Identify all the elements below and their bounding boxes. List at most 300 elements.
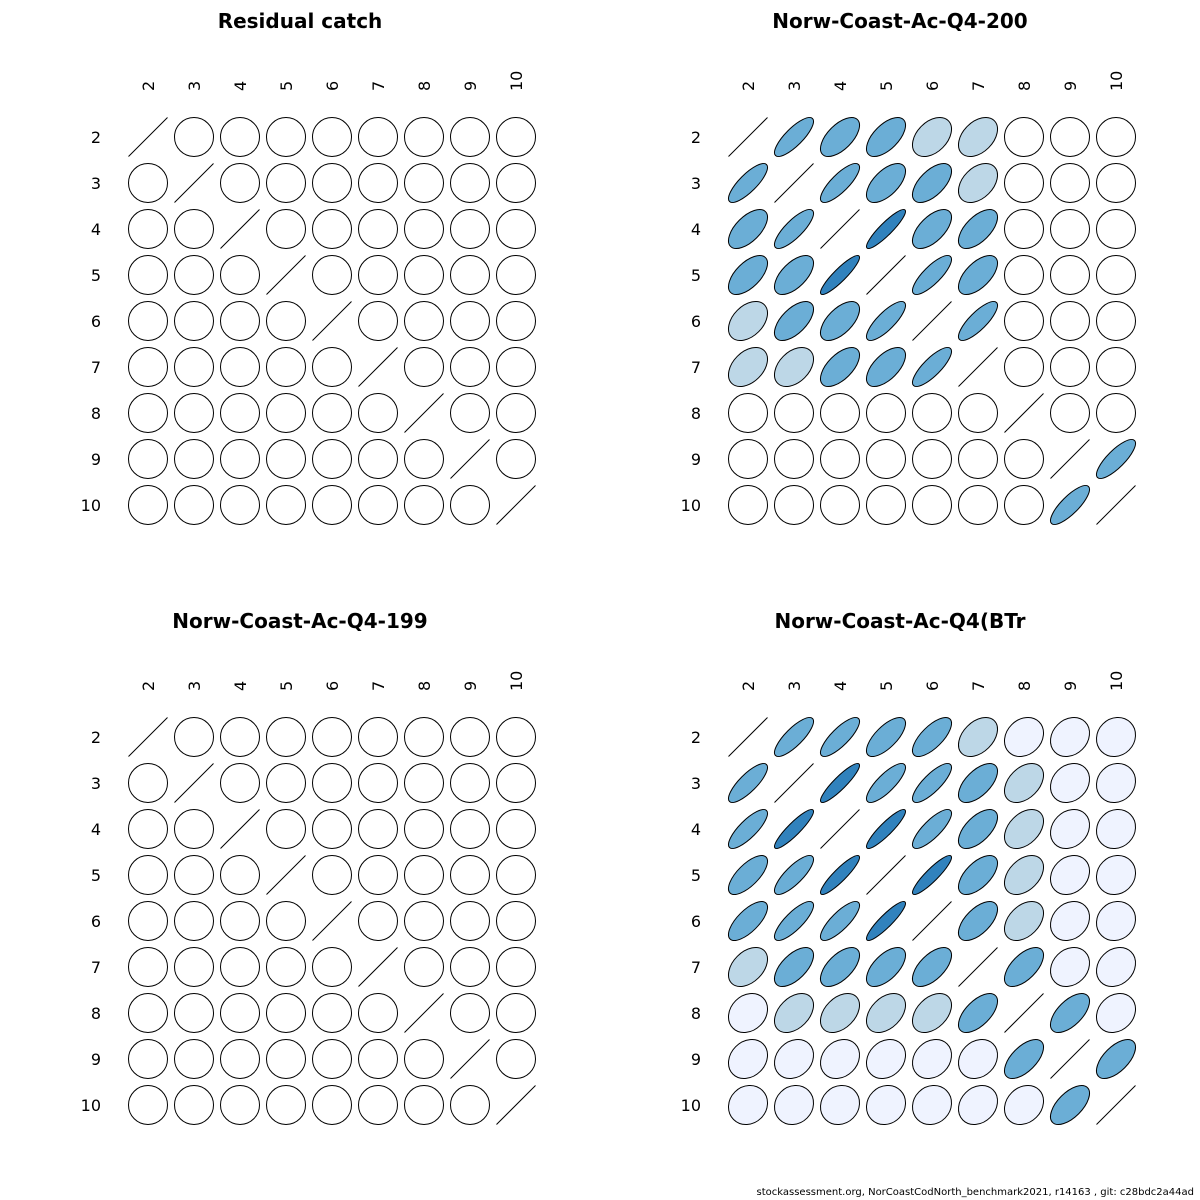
- diagonal-mark: [729, 118, 768, 157]
- corr-ellipse: [258, 709, 313, 764]
- corr-ellipse: [304, 939, 359, 994]
- corr-ellipse: [396, 477, 451, 532]
- corr-ellipse: [769, 712, 818, 761]
- corr-ellipse: [766, 477, 821, 532]
- corr-ellipse: [817, 760, 864, 807]
- corr-ellipse: [909, 852, 956, 899]
- diagonal-mark: [175, 164, 214, 203]
- corr-ellipse: [258, 801, 313, 856]
- corr-ellipse: [304, 801, 359, 856]
- corr-ellipse: [997, 756, 1051, 810]
- corr-ellipse: [723, 804, 772, 853]
- column-tick-label: 9: [1061, 680, 1080, 691]
- corr-ellipse: [906, 711, 957, 762]
- column-tick-label: 10: [507, 70, 526, 91]
- corr-ellipse: [488, 1031, 543, 1086]
- corr-ellipse: [905, 986, 959, 1040]
- corr-ellipse: [396, 109, 451, 164]
- corr-ellipse: [769, 850, 818, 899]
- corr-ellipse: [766, 385, 821, 440]
- corr-ellipse: [258, 477, 313, 532]
- diagonal-mark: [1097, 486, 1136, 525]
- corr-ellipse: [812, 1077, 867, 1132]
- corr-ellipse: [860, 341, 912, 393]
- corr-ellipse: [951, 1078, 1006, 1133]
- corr-ellipse: [996, 293, 1051, 348]
- corr-ellipse: [950, 385, 1005, 440]
- column-tick-label: 8: [415, 80, 434, 91]
- panel-title: Norw-Coast-Ac-Q4-199: [172, 609, 428, 633]
- corr-ellipse: [166, 893, 221, 948]
- column-tick-label: 3: [185, 80, 204, 91]
- corr-ellipse: [814, 341, 866, 393]
- corr-ellipse: [396, 801, 451, 856]
- corr-ellipse: [858, 385, 913, 440]
- column-tick-label: 6: [323, 80, 342, 91]
- diagonal-mark: [451, 440, 490, 479]
- corr-ellipse: [1089, 940, 1144, 995]
- corr-ellipse: [304, 1031, 359, 1086]
- corr-ellipse: [996, 201, 1051, 256]
- row-tick-label: 9: [90, 450, 101, 469]
- corr-ellipse: [860, 111, 912, 163]
- corr-ellipse: [767, 986, 821, 1040]
- corr-ellipse: [951, 156, 1005, 210]
- corr-ellipse: [952, 987, 1004, 1039]
- corr-ellipse: [863, 898, 910, 945]
- row-tick-label: 6: [690, 312, 701, 331]
- corr-ellipse: [350, 247, 405, 302]
- corr-ellipse: [951, 110, 1005, 164]
- corr-ellipse: [996, 247, 1051, 302]
- corr-ellipse: [721, 986, 776, 1041]
- row-tick-label: 10: [80, 1096, 101, 1115]
- corr-ellipse: [350, 109, 405, 164]
- corr-ellipse: [721, 294, 775, 348]
- corr-ellipse: [720, 477, 775, 532]
- corr-ellipse: [859, 1032, 914, 1087]
- corr-ellipse: [1088, 755, 1143, 810]
- column-tick-label: 3: [185, 680, 204, 691]
- corr-ellipse: [212, 847, 267, 902]
- corr-ellipse: [166, 293, 221, 348]
- corr-ellipse: [905, 1032, 960, 1087]
- corr-ellipse: [952, 895, 1004, 947]
- corr-ellipse: [812, 477, 867, 532]
- corr-ellipse: [721, 940, 775, 994]
- diagonal-mark: [129, 118, 168, 157]
- corr-ellipse: [950, 477, 1005, 532]
- corr-ellipse: [1088, 247, 1143, 302]
- corr-ellipse: [166, 385, 221, 440]
- corr-ellipse: [997, 894, 1051, 948]
- row-tick-label: 7: [690, 958, 701, 977]
- corr-ellipse: [350, 477, 405, 532]
- corr-ellipse: [304, 339, 359, 394]
- diagonal-mark: [1051, 1040, 1090, 1079]
- corr-ellipse: [998, 941, 1050, 993]
- diagonal-mark: [959, 948, 998, 987]
- corr-ellipse: [998, 1033, 1050, 1085]
- corr-ellipse: [1043, 894, 1098, 949]
- corr-ellipse: [350, 155, 405, 210]
- corr-ellipse: [350, 755, 405, 810]
- corr-ellipse: [166, 339, 221, 394]
- corr-ellipse: [304, 247, 359, 302]
- corr-ellipse: [166, 431, 221, 486]
- diagonal-mark: [913, 302, 952, 341]
- corr-ellipse: [350, 1031, 405, 1086]
- corr-ellipse: [396, 431, 451, 486]
- corr-ellipse: [1088, 201, 1143, 256]
- corr-ellipse: [442, 893, 497, 948]
- corr-ellipse: [722, 895, 773, 946]
- column-tick-label: 6: [923, 680, 942, 691]
- corr-ellipse: [304, 709, 359, 764]
- corr-ellipse: [858, 431, 913, 486]
- corr-ellipse: [166, 201, 221, 256]
- corr-ellipse: [212, 339, 267, 394]
- corr-ellipse: [953, 296, 1002, 345]
- corr-ellipse: [906, 157, 958, 209]
- column-tick-label: 4: [831, 680, 850, 691]
- diagonal-mark: [775, 764, 814, 803]
- corr-ellipse: [396, 293, 451, 348]
- corr-ellipse: [396, 339, 451, 394]
- corr-ellipse: [905, 110, 959, 164]
- diagonal-mark: [959, 348, 998, 387]
- corr-ellipse: [1042, 109, 1097, 164]
- row-tick-label: 2: [90, 128, 101, 147]
- diagonal-mark: [313, 902, 352, 941]
- corr-ellipse: [258, 385, 313, 440]
- column-tick-label: 9: [461, 80, 480, 91]
- diagonal-mark: [1051, 440, 1090, 479]
- column-tick-label: 7: [969, 680, 988, 691]
- corr-ellipse: [304, 1077, 359, 1132]
- corr-ellipse: [1088, 385, 1143, 440]
- corr-ellipse: [304, 985, 359, 1040]
- row-tick-label: 7: [90, 358, 101, 377]
- corr-ellipse: [120, 201, 175, 256]
- corr-ellipse: [723, 158, 772, 207]
- column-tick-label: 8: [415, 680, 434, 691]
- diagonal-mark: [405, 394, 444, 433]
- corr-ellipse: [952, 757, 1004, 809]
- corr-ellipse: [488, 893, 543, 948]
- corr-ellipse: [442, 847, 497, 902]
- corr-ellipse: [904, 385, 959, 440]
- corr-ellipse: [212, 247, 267, 302]
- corr-ellipse: [815, 158, 864, 207]
- column-tick-label: 7: [369, 80, 388, 91]
- corr-ellipse: [350, 709, 405, 764]
- corr-ellipse: [488, 801, 543, 856]
- corr-ellipse: [212, 385, 267, 440]
- corr-ellipse: [1088, 109, 1143, 164]
- diagonal-mark: [313, 302, 352, 341]
- corr-ellipse: [1042, 339, 1097, 394]
- corr-ellipse: [904, 1077, 959, 1132]
- corr-ellipse: [166, 801, 221, 856]
- corr-ellipse: [906, 203, 958, 255]
- column-tick-label: 2: [739, 80, 758, 91]
- corr-ellipse: [1088, 893, 1143, 948]
- row-tick-label: 4: [90, 820, 101, 839]
- corr-ellipse: [1042, 385, 1097, 440]
- corr-ellipse: [396, 247, 451, 302]
- corr-ellipse: [258, 893, 313, 948]
- column-tick-label: 3: [785, 680, 804, 691]
- row-tick-label: 2: [690, 728, 701, 747]
- corr-ellipse: [304, 431, 359, 486]
- corr-ellipse: [952, 203, 1004, 255]
- corr-ellipse: [350, 201, 405, 256]
- corr-ellipse: [166, 847, 221, 902]
- corr-ellipse: [258, 431, 313, 486]
- corr-ellipse: [350, 1077, 405, 1132]
- diagonal-mark: [775, 164, 814, 203]
- column-tick-label: 4: [231, 80, 250, 91]
- corr-ellipse: [304, 755, 359, 810]
- corr-ellipse: [396, 709, 451, 764]
- corr-ellipse: [996, 339, 1051, 394]
- corr-ellipse: [488, 939, 543, 994]
- corr-ellipse: [1042, 155, 1097, 210]
- corr-ellipse: [212, 709, 267, 764]
- diagonal-mark: [359, 348, 398, 387]
- corr-ellipse: [1089, 986, 1144, 1041]
- corr-ellipse: [258, 109, 313, 164]
- corr-ellipse: [304, 477, 359, 532]
- corr-ellipse: [769, 112, 818, 161]
- row-tick-label: 3: [690, 774, 701, 793]
- corr-ellipse: [1043, 802, 1098, 857]
- corr-ellipse: [1042, 201, 1097, 256]
- diagonal-mark: [451, 1040, 490, 1079]
- corr-ellipse: [860, 711, 911, 762]
- column-tick-label: 5: [277, 680, 296, 691]
- corr-ellipse: [166, 109, 221, 164]
- corr-ellipse: [814, 941, 866, 993]
- diagonal-mark: [359, 948, 398, 987]
- corr-ellipse: [442, 755, 497, 810]
- corr-ellipse: [120, 293, 175, 348]
- panel-title: Residual catch: [217, 9, 383, 33]
- corr-ellipse: [442, 385, 497, 440]
- column-tick-label: 4: [831, 80, 850, 91]
- corr-ellipse: [1088, 709, 1143, 764]
- corr-ellipse: [166, 709, 221, 764]
- corr-ellipse: [1043, 756, 1098, 811]
- column-tick-label: 2: [739, 680, 758, 691]
- column-tick-label: 8: [1015, 80, 1034, 91]
- corr-ellipse: [166, 985, 221, 1040]
- corr-ellipse: [812, 431, 867, 486]
- corr-ellipse: [396, 755, 451, 810]
- corr-ellipse: [488, 201, 543, 256]
- corr-ellipse: [723, 758, 772, 807]
- corr-ellipse: [1044, 1079, 1096, 1131]
- row-tick-label: 6: [90, 912, 101, 931]
- column-tick-label: 8: [1015, 680, 1034, 691]
- corr-ellipse: [997, 710, 1052, 765]
- corr-ellipse: [860, 157, 912, 209]
- corr-ellipse: [721, 340, 775, 394]
- corr-ellipse: [120, 755, 175, 810]
- row-tick-label: 10: [680, 496, 701, 515]
- corr-ellipse: [350, 847, 405, 902]
- corr-ellipse: [304, 201, 359, 256]
- panel-title: Norw-Coast-Ac-Q4-200: [772, 9, 1028, 33]
- column-tick-label: 2: [139, 680, 158, 691]
- corr-ellipse: [952, 803, 1004, 855]
- corr-ellipse: [120, 431, 175, 486]
- corr-ellipse: [442, 293, 497, 348]
- corr-ellipse: [120, 1031, 175, 1086]
- row-tick-label: 5: [90, 266, 101, 285]
- corr-ellipse: [722, 849, 773, 900]
- corr-ellipse: [1088, 847, 1143, 902]
- corr-ellipse: [488, 247, 543, 302]
- row-tick-label: 8: [90, 404, 101, 423]
- corr-ellipse: [166, 1031, 221, 1086]
- row-tick-label: 4: [690, 820, 701, 839]
- column-tick-label: 10: [507, 670, 526, 691]
- corr-ellipse: [166, 1077, 221, 1132]
- corr-ellipse: [166, 247, 221, 302]
- corr-ellipse: [442, 939, 497, 994]
- row-tick-label: 6: [90, 312, 101, 331]
- diagonal-mark: [497, 1086, 536, 1125]
- corr-ellipse: [212, 755, 267, 810]
- column-tick-label: 10: [1107, 670, 1126, 691]
- row-tick-label: 10: [80, 496, 101, 515]
- diagonal-mark: [267, 256, 306, 295]
- diagonal-mark: [221, 810, 260, 849]
- corr-ellipse: [488, 985, 543, 1040]
- diagonal-mark: [129, 718, 168, 757]
- corr-ellipse: [488, 709, 543, 764]
- corr-ellipse: [817, 852, 864, 899]
- diagonal-mark: [1005, 994, 1044, 1033]
- corr-ellipse: [1090, 1033, 1142, 1085]
- corr-ellipse: [814, 295, 866, 347]
- diagonal-mark: [175, 764, 214, 803]
- diagonal-mark: [1005, 394, 1044, 433]
- row-tick-label: 7: [690, 358, 701, 377]
- corr-ellipse: [258, 293, 313, 348]
- corr-ellipse: [212, 109, 267, 164]
- corr-ellipse: [212, 155, 267, 210]
- corr-ellipse: [813, 986, 867, 1040]
- corr-ellipse: [906, 941, 958, 993]
- corr-ellipse: [950, 431, 1005, 486]
- corr-ellipse: [1044, 987, 1096, 1039]
- footer-credit: stockassessment.org, NorCoastCodNorth_benchmark2021, r14163 , git: c28bdc2a44ad: [756, 1187, 1194, 1198]
- corr-ellipse: [258, 755, 313, 810]
- corr-ellipse: [815, 712, 864, 761]
- corr-ellipse: [258, 339, 313, 394]
- corr-ellipse: [166, 477, 221, 532]
- corr-ellipse: [258, 1031, 313, 1086]
- column-tick-label: 7: [369, 680, 388, 691]
- column-tick-label: 5: [877, 80, 896, 91]
- column-tick-label: 3: [785, 80, 804, 91]
- corr-ellipse: [859, 986, 913, 1040]
- corr-panel-2: [681, 9, 1144, 533]
- corr-ellipse: [120, 939, 175, 994]
- diagonal-mark: [267, 856, 306, 895]
- corr-ellipse: [488, 109, 543, 164]
- corr-ellipse: [951, 1032, 1006, 1087]
- corr-ellipse: [996, 477, 1051, 532]
- corr-ellipse: [442, 477, 497, 532]
- corr-ellipse: [442, 709, 497, 764]
- corr-ellipse: [951, 710, 1005, 764]
- corr-ellipse: [860, 941, 912, 993]
- column-tick-label: 10: [1107, 70, 1126, 91]
- corr-ellipse: [997, 802, 1051, 856]
- corr-ellipse: [258, 1077, 313, 1132]
- corr-ellipse: [815, 896, 864, 945]
- diagonal-mark: [221, 210, 260, 249]
- corr-ellipse: [720, 431, 775, 486]
- corr-ellipse: [350, 431, 405, 486]
- diagonal-mark: [913, 902, 952, 941]
- corr-ellipse: [120, 847, 175, 902]
- corr-ellipse: [904, 477, 959, 532]
- column-tick-label: 9: [1061, 80, 1080, 91]
- corr-ellipse: [350, 801, 405, 856]
- corr-ellipse: [442, 109, 497, 164]
- corr-ellipse: [996, 431, 1051, 486]
- corr-ellipse: [212, 1031, 267, 1086]
- corr-panel-1: [81, 9, 544, 533]
- row-tick-label: 3: [690, 174, 701, 193]
- corr-ellipse: [304, 385, 359, 440]
- row-tick-label: 8: [690, 1004, 701, 1023]
- corr-ellipse: [952, 849, 1004, 901]
- corr-ellipse: [350, 893, 405, 948]
- corr-ellipse: [120, 477, 175, 532]
- corr-ellipse: [396, 1031, 451, 1086]
- corr-ellipse: [904, 431, 959, 486]
- corr-ellipse: [120, 247, 175, 302]
- column-tick-label: 6: [323, 680, 342, 691]
- diagonal-mark: [821, 210, 860, 249]
- corr-ellipse: [812, 385, 867, 440]
- panel-title: Norw-Coast-Ac-Q4(BTr: [774, 609, 1026, 633]
- corr-ellipse: [120, 1077, 175, 1132]
- corr-ellipse: [768, 941, 820, 993]
- row-tick-label: 3: [90, 174, 101, 193]
- corr-ellipse: [488, 339, 543, 394]
- corr-ellipse: [442, 339, 497, 394]
- diagonal-mark: [729, 718, 768, 757]
- diagonal-mark: [405, 994, 444, 1033]
- corr-ellipse: [120, 385, 175, 440]
- corr-ellipse: [771, 806, 818, 853]
- diagonal-mark: [821, 810, 860, 849]
- corr-ellipse: [858, 1077, 913, 1132]
- corr-ellipse: [996, 155, 1051, 210]
- corr-ellipse: [720, 1077, 775, 1132]
- row-tick-label: 10: [680, 1096, 701, 1115]
- corr-ellipse: [442, 247, 497, 302]
- corr-ellipse: [120, 893, 175, 948]
- corr-ellipse: [767, 340, 821, 394]
